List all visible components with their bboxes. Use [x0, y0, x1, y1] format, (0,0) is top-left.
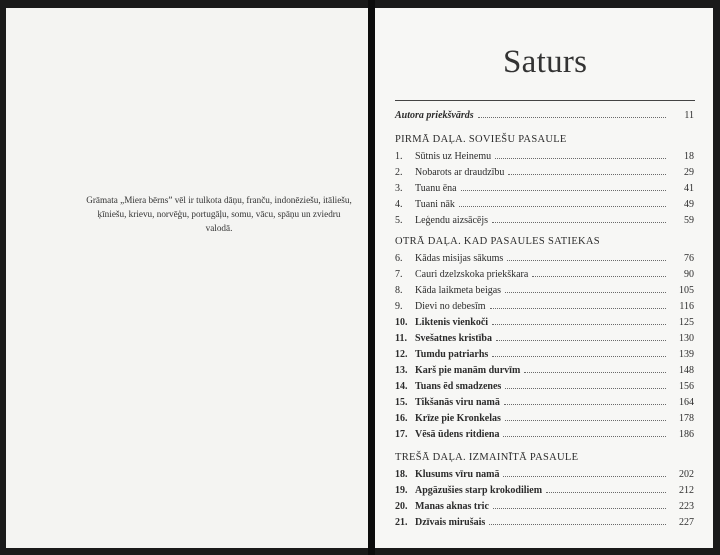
- toc-chapter-number: 14.: [395, 381, 408, 392]
- toc-page-number: 186: [679, 429, 694, 440]
- toc-row: [395, 312, 694, 328]
- toc-page-number: 116: [679, 301, 694, 312]
- toc-chapter-number: 21.: [395, 517, 408, 528]
- toc-page-number: 59: [684, 215, 694, 226]
- toc-entry-title: Dievi no debesīm: [415, 301, 486, 312]
- toc-row: [395, 248, 694, 264]
- toc-page-number: 18: [684, 151, 694, 162]
- toc-row: [395, 344, 694, 360]
- toc-entry-title: Kādas misijas sākums: [415, 253, 504, 264]
- leader-dots: [504, 403, 666, 405]
- toc-page-number: 227: [679, 517, 694, 528]
- toc-row: [395, 392, 694, 408]
- toc-page-number: 202: [679, 469, 694, 480]
- toc-row: [395, 512, 694, 528]
- toc-entry-title: Kāda laikmeta beigas: [415, 285, 502, 296]
- toc-row: [395, 280, 694, 296]
- toc-entry-title: Cauri dzelzskoka priekškara: [415, 269, 529, 280]
- leader-dots: [505, 419, 666, 421]
- leader-dots: [492, 323, 666, 325]
- leader-dots: [489, 523, 666, 525]
- toc-page-number: 105: [679, 285, 694, 296]
- toc-entry-title: Leģendu aizsācējs: [415, 215, 489, 226]
- toc-row: [395, 424, 694, 440]
- translation-note: Grāmata „Miera bērns” vēl ir tulkota dāņu, franču, indonēziešu, itāliešu, ķīniešu, krievu, norvēģu, portugāļu, somu, vācu, spāņu un zviedru valodā.: [86, 195, 352, 233]
- toc-chapter-number: 4.: [395, 199, 403, 210]
- toc-chapter-number: 19.: [395, 485, 408, 496]
- toc-row: [395, 162, 694, 178]
- leader-dots: [508, 173, 666, 175]
- toc-entry-title: Tumdu patriarhs: [415, 349, 489, 360]
- toc-page-number: 125: [679, 317, 694, 328]
- toc-chapter-number: 20.: [395, 501, 408, 512]
- leader-dots: [459, 205, 666, 207]
- toc-chapter-number: 16.: [395, 413, 408, 424]
- page-title: Saturs: [503, 44, 588, 80]
- toc-chapter-number: 7.: [395, 269, 403, 280]
- toc-entry-title: Tuani nāk: [415, 199, 455, 210]
- leader-dots: [492, 221, 666, 223]
- leader-dots: [532, 275, 666, 277]
- leader-dots: [478, 116, 666, 118]
- toc-row: [395, 360, 694, 376]
- toc-row: [395, 296, 694, 312]
- toc-entry-title: Tuanu ēna: [415, 183, 457, 194]
- toc-row: [395, 264, 694, 280]
- toc-entry-title: Vēsā ūdens ritdiena: [415, 429, 500, 440]
- leader-dots: [495, 157, 666, 159]
- toc-page-number: 223: [679, 501, 694, 512]
- toc-page-number: 90: [684, 269, 694, 280]
- leader-dots: [461, 189, 666, 191]
- toc-entry-title: Sūtnis uz Heinemu: [415, 151, 492, 162]
- toc-chapter-number: 5.: [395, 215, 403, 226]
- toc-entry-title: Tuans ēd smadzenes: [415, 381, 502, 392]
- toc-chapter-number: 13.: [395, 365, 408, 376]
- toc-entry-title: Tikšanās viru namā: [415, 397, 500, 408]
- leader-dots: [492, 355, 666, 357]
- toc-page-number: 148: [679, 365, 694, 376]
- toc-page-number: 11: [684, 110, 694, 121]
- toc-chapter-number: 15.: [395, 397, 408, 408]
- toc-page-number: 164: [679, 397, 694, 408]
- toc-entry-title: Nobarots ar draudzību: [415, 167, 505, 178]
- toc-row: [395, 194, 694, 210]
- leader-dots: [546, 491, 666, 493]
- toc-row: [395, 328, 694, 344]
- toc-row: [395, 464, 694, 480]
- leader-dots: [490, 307, 666, 309]
- leader-dots: [524, 371, 666, 373]
- toc-chapter-number: 10.: [395, 317, 408, 328]
- leader-dots: [496, 339, 666, 341]
- toc-page-number: 139: [679, 349, 694, 360]
- part-heading-2: OTRĀ DAĻA. KAD PASAULES SATIEKAS: [395, 236, 600, 247]
- toc-page-number: 212: [679, 485, 694, 496]
- toc-chapter-number: 18.: [395, 469, 408, 480]
- right-page: [375, 8, 713, 548]
- toc-page-number: 49: [684, 199, 694, 210]
- leader-dots: [503, 475, 666, 477]
- toc-page-number: 130: [679, 333, 694, 344]
- toc-chapter-number: 9.: [395, 301, 403, 312]
- toc-page-number: 76: [684, 253, 694, 264]
- toc-entry-title: Klusums vīru namā: [415, 469, 500, 480]
- toc-page-number: 156: [679, 381, 694, 392]
- toc-row: [395, 408, 694, 424]
- toc-entry-title: Autora priekšvārds: [395, 110, 474, 121]
- toc-chapter-number: 6.: [395, 253, 403, 264]
- toc-entry-title: Apgāzušies starp krokodiliem: [415, 485, 543, 496]
- toc-chapter-number: 1.: [395, 151, 403, 162]
- toc-entry-title: Liktenis vienkoči: [415, 317, 489, 328]
- toc-row: [395, 146, 694, 162]
- title-rule: [395, 100, 695, 101]
- toc-entry-title: Dzīvais mirušais: [415, 517, 486, 528]
- toc-page-number: 41: [684, 183, 694, 194]
- left-page: [6, 8, 369, 548]
- leader-dots: [493, 507, 666, 509]
- toc-chapter-number: 3.: [395, 183, 403, 194]
- toc-row-preface: [395, 105, 694, 121]
- book-spine: [368, 0, 375, 555]
- leader-dots: [507, 259, 666, 261]
- toc-entry-title: Krīze pie Kronkelas: [415, 413, 501, 424]
- toc-entry-title: Svešatnes kristība: [415, 333, 492, 344]
- toc-row: [395, 480, 694, 496]
- toc-chapter-number: 2.: [395, 167, 403, 178]
- part-heading-3: TREŠĀ DAĻA. IZMAINĪTĀ PASAULE: [395, 452, 579, 463]
- toc-chapter-number: 17.: [395, 429, 408, 440]
- leader-dots: [505, 291, 666, 293]
- toc-entry-title: Karš pie manām durvīm: [415, 365, 521, 376]
- toc-row: [395, 376, 694, 392]
- toc-chapter-number: 11.: [395, 333, 407, 344]
- part-heading-1: PIRMĀ DAĻA. SOVIEŠU PASAULE: [395, 134, 567, 145]
- toc-entry-title: Manas aknas tric: [415, 501, 489, 512]
- toc-page-number: 29: [684, 167, 694, 178]
- toc-page-number: 178: [679, 413, 694, 424]
- toc-row: [395, 210, 694, 226]
- leader-dots: [503, 435, 666, 437]
- toc-chapter-number: 12.: [395, 349, 408, 360]
- toc-row: [395, 496, 694, 512]
- toc-chapter-number: 8.: [395, 285, 403, 296]
- leader-dots: [505, 387, 666, 389]
- toc-row: [395, 178, 694, 194]
